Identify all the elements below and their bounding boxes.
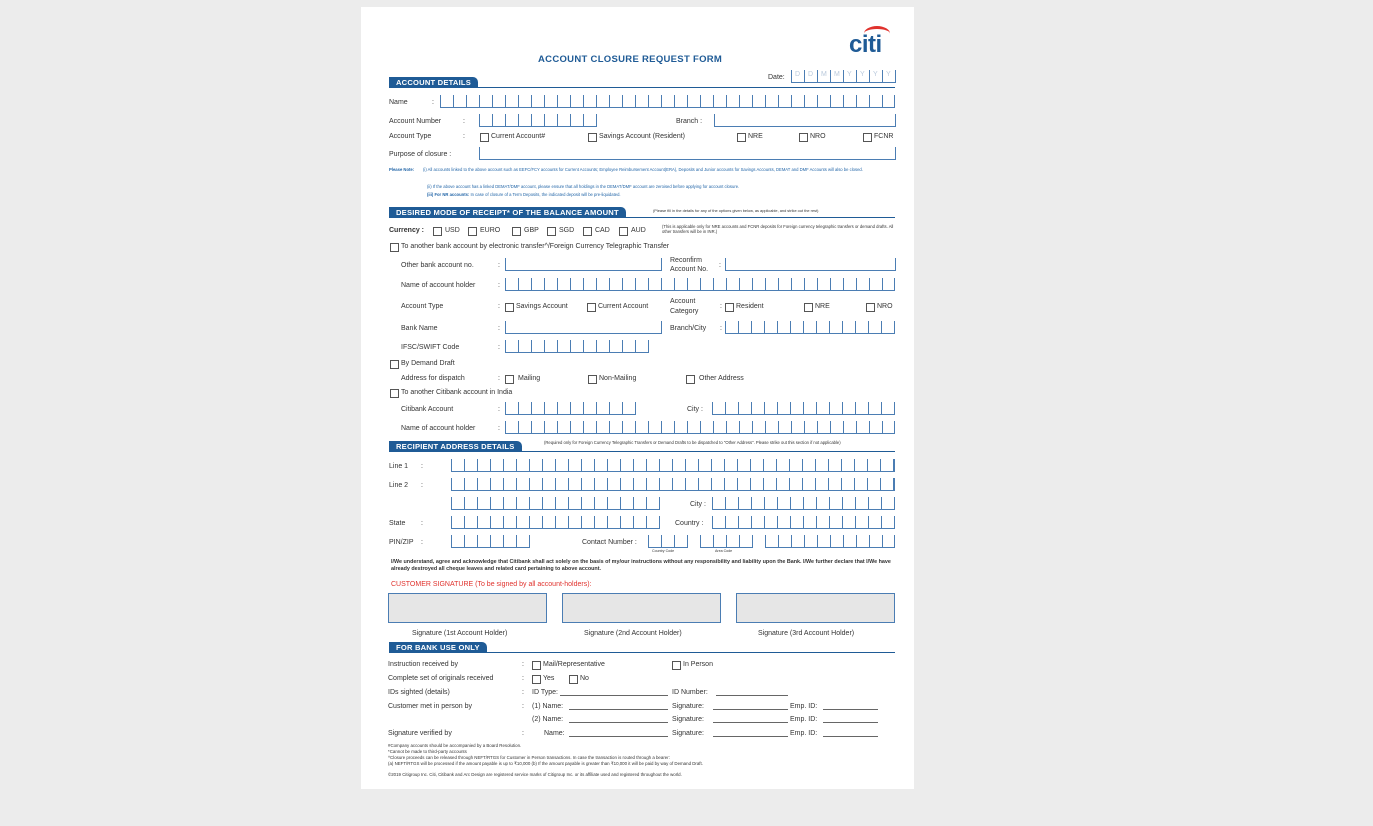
holder-name-label: Name of account holder [401,282,476,289]
met-label: Customer met in person by [388,703,473,710]
currency-label: Currency : [389,227,425,234]
receipt-account-type-label: Account Type [401,303,444,310]
current-account-checkbox[interactable] [480,133,489,142]
branch-label: Branch : [676,118,703,125]
cad-checkbox[interactable] [583,227,592,236]
holder-name-2-label: Name of account holder [401,425,476,432]
signature-label-1: Signature (1st Account Holder) [412,630,508,637]
state-label: State [389,520,406,527]
non-mailing-checkbox[interactable] [588,375,597,384]
currency-note: (This is applicable only for NRE accounts and FCNR deposits for Foreign currency telegraphic transfers or demand drafts. All other transfers will be in INR.) [662,224,894,234]
city-input[interactable] [712,402,895,415]
country-code-input[interactable] [648,535,688,548]
demand-draft-checkbox[interactable] [390,360,399,369]
nro-checkbox[interactable] [799,133,808,142]
ifsc-label: IFSC/SWIFT Code [401,344,460,351]
id-number-line[interactable] [716,695,788,696]
category-nre-checkbox[interactable] [804,303,813,312]
receipt-header: DESIRED MODE OF RECEIPT* OF THE BALANCE AMOUNT [389,207,626,218]
line1-label: Line 1 [389,463,409,470]
other-bank-account-label: Other bank account no. [401,262,474,269]
citibank-account-input[interactable] [505,402,636,415]
line2-label: Line 2 [389,482,409,489]
line1-input[interactable] [451,459,895,472]
receipt-header-note: (Please fill in the details for any of the options given below, as applicable, and strike out the rest) [653,208,819,213]
receipt-savings-checkbox[interactable] [505,303,514,312]
resident-checkbox[interactable] [725,303,734,312]
copyright: ©2019 Citigroup Inc. Citi, Citibank and Arc Design are registered service marks of Citigroup Inc. or its affiliate used and registered throughout the world. [388,772,682,777]
date-placeholder: Y [860,71,865,78]
pin-label: PIN/ZIP [389,539,414,546]
date-placeholder: M [821,71,827,78]
category-nro-checkbox[interactable] [866,303,875,312]
signature-box-3[interactable] [736,593,895,623]
nre-option: NRE [748,133,763,140]
sgd-checkbox[interactable] [547,227,556,236]
signature-label-2: Signature (2nd Account Holder) [584,630,682,637]
please-note-label: Please Note: [389,167,415,172]
demand-draft-option: By Demand Draft [401,360,455,367]
date-field[interactable] [791,70,896,83]
branch-city-input[interactable] [725,321,895,334]
date-placeholder: Y [886,71,891,78]
fcnr-checkbox[interactable] [863,133,872,142]
citibank-account-label: Citibank Account [401,406,454,413]
usd-checkbox[interactable] [433,227,442,236]
note-ii: (ii) If the above account has a linked DEMAT/DMF account, please ensure that all holdings in the DEMAT/DMF account are zeroised before applying for account closure. [427,184,740,189]
footnote-2: *Cannot be made to third-party accounts [388,749,467,754]
form-page: citi ACCOUNT CLOSURE REQUEST FORM Date: D D M M Y Y Y Y ACCOUNT DETAILS Name : Account Number : Branch : Account Type : Current Account# Savings Account (Resident) NRE NRO FCNR Purpose of closure : Please Note: (i) All accounts linked to the above account such as EEFC/FCY accounts for Current Accounts; Employee Reimbursement Account(ERA), Deposits and Junior accounts for Savings Accounts, DEMAT and DMF Accounts will also be closed. (ii) If the above account has a linked DEMAT/DMF account, please ensure that all holdings in the DEMAT/DMF account are zeroised before applying for account closure. (iii) For NR accounts: In case of closure of a Term Deposits, the indicated deposit will be pre-liquidated. DESIRED MODE OF RECEIPT* OF THE BALANCE AMOUNT (Please fill in the details for any of the options given below, as applicable, and strike out the rest) Currency : USD EURO GBP SGD CAD AUD (This is applicable only for NRE accounts and FCNR deposits for Foreign currency telegraphic transfers or demand drafts. All other transfers will be in INR.) To another bank account by electronic transfer^/Foreign Currency Telegraphic Transfer Other bank account no. : Reconfirm Account No. : Name of account holder : Account Type : Savings Account Current Account Account Category : Resident NRE NRO Bank Name : Branch/City : IFSC/SWIFT Code : By Demand Draft Address for dispatch : Mailing Non-Mailing Other Address To another Citibank account in India Citibank Account : City : Name of account holder : RECIPIENT ADDRESS DETAILS (Required only for Foreign Currency Telegraphic Transfers or Demand Drafts to be dispatched to "Other Address". Please strike out this section if not applicable) Line 1 : Line 2 : City : State : Country : PIN/ZIP : Contact Number : Country Code Area Code I/We understand, agree and acknowledge that Citibank shall act solely on the basis of my/our instructions without any responsibility and liability upon the Bank. I/We further declare that I/We have already destroyed all cheque leaves and related card pertaining to above account. CUSTOMER SIGNATURE (To be signed by all account-holders): Signature (1st Account Holder) Signature (2nd Account Holder) Signature (3rd Account Holder) FOR BANK USE ONLY Instruction received by : Mail/Representative In Person Complete set of originals received : Yes No IDs sighted (details) : ID Type: ID Number: Customer met in person by : (1) Name: Signature: Emp. ID: (2) Name: Signature: Emp. ID: Signature verified by : Name: Signature: Emp. ID: #Company accounts should be accompanied by a Board Resolution. *Cannot be made to third-party accounts ^Closure proceeds can be released through NEFT/RTGS for Customer in Person transactions. In case the transaction is routed through a bearer: (a) NEFT/RTGS will be processed if the amount payable is up to ₹10,000 (b) If the amount payable is greater than ₹10,000 it will be paid by way of Demand Draft. ©2019 Citigroup Inc. Citi, Citibank and Arc Design are registered service marks of Citigroup Inc. or its affiliate used and registered throughout the world. [361,7,914,789]
date-placeholder: Y [847,71,852,78]
footnote-1: #Company accounts should be accompanied by a Board Resolution. [388,743,522,748]
holder-name-2-input[interactable] [505,421,895,434]
verified-label: Signature verified by [388,730,452,737]
citi-logo: citi [849,31,882,58]
footnote-4: (a) NEFT/RTGS will be processed if the amount payable is up to ₹10,000 (b) If the amount payable is greater than ₹10,000 it will be paid by way of Demand Draft. [388,761,703,766]
country-label: Country : [675,520,704,527]
area-code-input[interactable] [700,535,753,548]
signature-label-3: Signature (3rd Account Holder) [758,630,855,637]
receipt-current-checkbox[interactable] [587,303,596,312]
recipient-city-label: City : [690,501,706,508]
signature-box-2[interactable] [562,593,721,623]
originals-label: Complete set of originals received [388,675,494,682]
citi-account-checkbox[interactable] [390,389,399,398]
originals-yes-checkbox[interactable] [532,675,541,684]
recipient-header: RECIPIENT ADDRESS DETAILS [389,441,522,452]
date-placeholder: Y [873,71,878,78]
fcnr-option: FCNR [874,133,894,140]
savings-account-option: Savings Account (Resident) [599,133,685,140]
branch-input[interactable] [714,114,896,127]
contact-label: Contact Number : [582,539,637,546]
aud-checkbox[interactable] [619,227,628,236]
account-number-input[interactable] [479,114,597,127]
mail-rep-checkbox[interactable] [532,661,541,670]
date-placeholder: D [795,71,801,78]
date-label: Date: [768,74,785,81]
ids-label: IDs sighted (details) [388,689,450,696]
recipient-city-input[interactable] [712,497,895,510]
branch-city-label: Branch/City [670,325,707,332]
note-i: (i) All accounts linked to the above account such as EEFC/FCY accounts for Current Accounts; Employee Reimbursement Account(ERA), Deposits and Junior accounts for Savings Accounts, DEMAT and DMF Accounts will also be closed. [423,167,863,172]
originals-no-checkbox[interactable] [569,675,578,684]
date-placeholder: D [808,71,814,78]
holder-name-input[interactable] [505,278,895,291]
account-number-label: Account Number [389,118,442,125]
account-details-header: ACCOUNT DETAILS [389,77,478,88]
nre-checkbox[interactable] [737,133,746,142]
purpose-label: Purpose of closure : [389,151,452,158]
instruction-label: Instruction received by [388,661,459,668]
bank-use-header: FOR BANK USE ONLY [389,642,487,653]
current-account-option: Current Account# [491,133,546,140]
country-input[interactable] [712,516,895,529]
signature-box-1[interactable] [388,593,547,623]
note-iii: (iii) For NR accounts: In case of closure of a Term Deposits, the indicated deposit will be pre-liquidated. [427,192,621,197]
declaration-text: I/We understand, agree and acknowledge that Citibank shall act solely on the basis of my/our instructions without any responsibility and liability upon the Bank. I/We further declare that I/We have already destroyed all cheque leaves and related card pertaining to above account. [391,559,891,572]
form-title: ACCOUNT CLOSURE REQUEST FORM [538,54,723,65]
date-placeholder: M [834,71,840,78]
purpose-input[interactable] [479,147,896,160]
city-label: City : [687,406,703,413]
id-type-line[interactable] [560,695,668,696]
reconfirm-account-input[interactable] [725,258,896,271]
in-person-checkbox[interactable] [672,661,681,670]
nro-option: NRO [810,133,826,140]
transfer-option: To another bank account by electronic transfer^/Foreign Currency Telegraphic Transfer [401,243,670,250]
gbp-checkbox[interactable] [512,227,521,236]
phone-input[interactable] [765,535,895,548]
name-input[interactable] [440,95,895,108]
account-type-label: Account Type [389,133,432,140]
citi-account-option: To another Citibank account in India [401,389,513,396]
name-label: Name [389,99,408,106]
state-input[interactable] [451,516,660,529]
line2-input[interactable] [451,478,895,491]
pin-input[interactable] [451,535,530,548]
bank-name-input[interactable] [505,321,662,334]
other-address-checkbox[interactable] [686,375,695,384]
savings-account-checkbox[interactable] [588,133,597,142]
address-dispatch-label: Address for dispatch [401,375,465,382]
bank-name-label: Bank Name [401,325,438,332]
euro-checkbox[interactable] [468,227,477,236]
signature-title: CUSTOMER SIGNATURE (To be signed by all account-holders): [391,581,592,588]
other-bank-account-input[interactable] [505,258,662,271]
transfer-checkbox[interactable] [390,243,399,252]
ifsc-input[interactable] [505,340,649,353]
header-rule [389,87,895,88]
mailing-checkbox[interactable] [505,375,514,384]
footnote-3: ^Closure proceeds can be released through NEFT/RTGS for Customer in Person transactions. In case the transaction is routed through a bearer: [388,755,670,760]
recipient-header-note: (Required only for Foreign Currency Telegraphic Transfers or Demand Drafts to be dispatched to "Other Address". Please strike out this section if not applicable) [544,440,841,445]
line3-input[interactable] [451,497,660,510]
